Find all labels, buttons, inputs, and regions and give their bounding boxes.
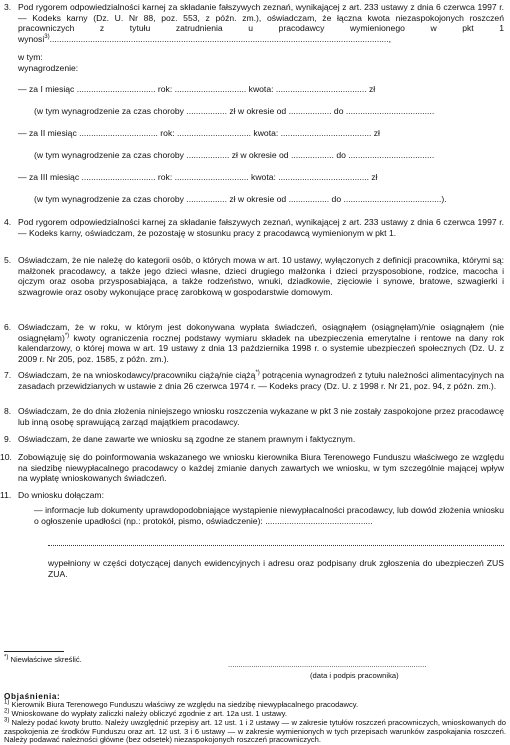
item-9-text: Oświadczam, że dane zawarte we wniosku są zgodne ze stanem prawnym i faktycznym. [18,434,356,444]
signature-caption: (data i podpis pracownika) [310,671,399,680]
item-number: 3. [4,2,12,12]
item-number: 7. [4,370,12,380]
item-10 [0,452,504,484]
explanation-1: $^{1)}$ Kierownik Biura Terenowego Funduszu właściwy ze względu na siedzibę niewypłacalnego pracodawcy. [4,699,359,709]
w-tym-label: w tym: [18,52,43,62]
item-5 [4,255,504,297]
item-7 [4,370,504,391]
item-number: 6. [4,322,12,332]
item-number: 4. [4,217,12,227]
attachment-bullet-2: wypełniony w części dotyczącej danych ewidencyjnych i adresu oraz podpisany druk zgłoszenia do ubezpieczeń ZUS ZUA. [48,558,504,579]
item-6-text: Oświadczam, że w roku, w którym jest dokonywana wypłata świadczeń, osiągnąłem (osiągnęłam)/nie osiągnąłem (nie osiągnęłam)*) kwoty ograniczenia rocznej podstawy wymiaru składek na ubezpieczenia emerytalne i rentowe na dany rok kalendarzowy, o której mowa w art. 19 ustawy z dnia 13 października 1998 r. o systemie ubezpieczeń społecznych (Dz. U. z 2009 r. Nr 205, poz. 1585, z późn. zm.). [18,322,504,364]
footnote-separator [4,651,64,652]
signature-field[interactable]: .............................................................................................. [228,660,427,669]
explanation-2: $^{2)}$ Wnioskowane do wypłaty zaliczki należy obliczyć zgodnie z art. 12a ust. 1 ustawy. [4,708,287,718]
explanations-title: Objaśnienia: [4,692,61,701]
item-number: 11. [0,490,12,500]
item-7-text: Oświadczam, że na wnioskodawcy/pracowniku ciążą/nie ciążą*) potrącenia wynagrodzeń z tytułu należności alimentacyjnych na zasadach przewidzianych w ustawie z dnia 26 czerwca 1974 r. — Kodeks pracy (Dz. U. z 1998 r. Nr 21, poz. 94, z późn. zm.). [18,370,505,391]
item-11-title: Do wniosku dołączam: [18,490,104,500]
item-number: 8. [4,406,12,416]
attachment-bullet-1[interactable]: — informacje lub dokumenty uprawdopodobniające wystąpienie niewypłacalności pracodawcy, lub dowód złożenia wniosku o ogłoszenie upadłości (np.: protokół, pismo, oświadczenie): ............................................. [34,505,504,526]
item-3 [4,2,504,44]
item-9 [4,434,504,445]
item-5-text: Oświadczam, że nie należę do kategorii osób, o których mowa w art. 10 ustawy, wyłączonych z definicji pracownika, którymi są: małżonek pracodawcy, a także jego dzieci własne, dzieci drugiego małżonka i dzieci przysposobione, rodzice, macocha i ojczym oraz osoba przysposabiająca, a także rodzeństwo, wnuki, dziadkowie, zięciowie i synowe, bratowe, szwagierki i szwagrowie oraz osoby wykonujące pracę zarobkową w gospodarstwie domowym. [18,255,504,297]
wynagrodzenie-label: wynagrodzenie: [18,63,79,73]
item-4-text: Pod rygorem odpowiedzialności karnej za składanie fałszywych zeznań, wynikającej z art. 233 ustawy z dnia 6 czerwca 1997 r. — Kodeks karny, oświadczam, że pozostaję w stosunku pracy z pracodawcą wymienionym w pkt 1. [18,217,504,238]
item-10-text: Zobowiązuję się do poinformowania wskazanego we wniosku kierownika Biura Terenowego Funduszu właściwego ze względu na siedzibę niewypłacalnego pracodawcy o każdej zmianie danych zawartych we wniosku, w tym szczególnie mającej wpływ na wypłatę wnioskowanych świadczeń. [18,452,504,484]
month-2-line[interactable]: — za II miesiąc ................................. rok: ............................... kwota: ...................................... zł [18,128,380,138]
attachment-blank-line[interactable] [48,545,504,546]
item-number: 10. [0,452,12,462]
item-number: 5. [4,255,12,265]
item-4 [4,217,504,238]
month-1-sick-line[interactable]: (w tym wynagrodzenie za czas choroby ................. zł w okresie od .................. do ..................................... [34,106,435,116]
item-8-text: Oświadczam, że do dnia złożenia niniejszego wniosku roszczenia wykazane w pkt 3 nie zostały zaspokojone przez pracodawcę lub inną osobę sprawującą zarząd majątkiem pracodawcy. [18,406,504,427]
item-11 [0,490,504,501]
item-6 [4,322,504,364]
month-3-line[interactable]: — za III miesiąc ............................... rok: ............................... kwota: ...................................... zł [18,172,378,182]
item-3-text: Pod rygorem odpowiedzialności karnej za składanie fałszywych zeznań, wynikającej z art. 233 ustawy z dnia 6 czerwca 1997 r. — Kodeks karny (Dz. U. Nr 88, poz. 553, z późn. zm.), oświadczam, że łączna kwota niezaspokojonych roszczeń pracowniczych z tytułu zatrudnienia u pracodawcy wymienionego w pkt 1 wynosi$^{3)}$.............................................................................................................................................., [18,2,504,44]
explanation-3: $^{3)}$ Należy podać kwoty brutto. Należy uwzględnić przepisy art. 12 ust. 1 i 2 ustawy — w zakresie tytułów roszczeń pracowniczych, wnioskowanych do zaspokojenia ze środków Funduszu oraz art. 12 ust. 3 i 6 ustawy — w zakresie wymienionych w tych przepisach warunków zaspokajania roszczeń. Należy podawać należności główne (bez odsetek) niezaspokojonych roszczeń pracowniczych. [4,717,506,745]
month-1-line[interactable]: — za I miesiąc ................................. rok: .............................. kwota: ...................................... zł [18,84,376,94]
month-3-sick-line[interactable]: (w tym wynagrodzenie za czas choroby ................. zł w okresie od ................. do .........................................). [34,194,447,204]
item-8 [4,406,504,427]
month-2-sick-line[interactable]: (w tym wynagrodzenie za czas choroby .................. zł w okresie od .................. do .................................... [34,150,435,160]
item-number: 9. [4,434,12,444]
footnote: *) Niewłaściwe skreślić. [4,654,82,664]
